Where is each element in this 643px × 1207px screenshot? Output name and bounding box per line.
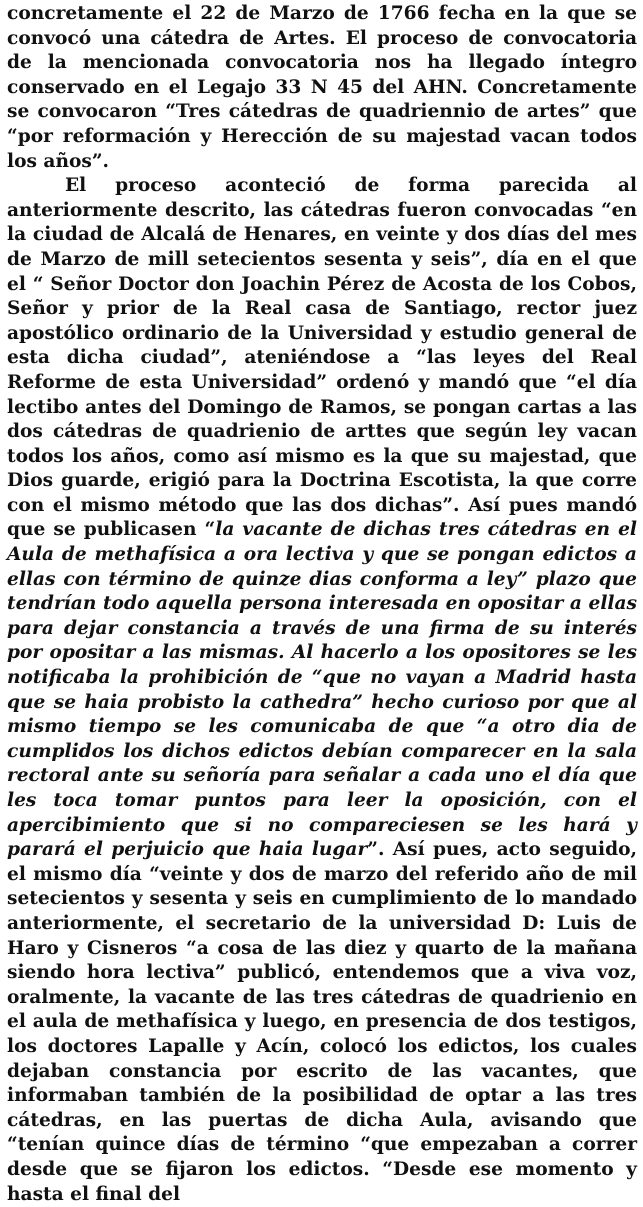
paragraph-proceso-catedras [7,174,637,1207]
text-run: ”. Así pues, acto seguido, el mismo día “veinte y dos de marzo del referido año de mil setecientos y sesenta y seis en cumplimiento de lo mandado anteriormente, el secretario de la universidad D: Luis de Haro y Cisneros “a cosa de las diez y quarto de la mañana siendo hora lectiva” publicó, entendemos que a viva voz, oralmente, la vacante de las tres cátedras de quadrienio en el aula de methafísica y luego, en presencia de dos testigos, los doctores Lapalle y Acín, colocó los edictos, los cuales dejaban constancia por escrito de las vacantes, que informaban también de la posibilidad de optar a las tres cátedras, en las puertas de dicha Aula, avisando que “tenían quince días de término “que empezaban a correr desde que se fijaron los edictos. “Desde ese momento y hasta el final del [7,839,637,1205]
document-page [7,2,637,1207]
text-run: concretamente el 22 de Marzo de 1766 fecha en la que se convocó una cátedra de Artes. El proceso de convocatoria de la mencionada convocatoria nos ha llegado íntegro conservado en el Legajo 33 N 45 del AHN. Concretamente se convocaron “Tres cátedras de quadriennio de artes” que “por reformación y Herección de su majestad vacan todos los años”. [7,3,637,172]
text-run: El proceso aconteció de forma parecida al anteriormente descrito, las cátedras fueron convocadas “en la ciudad de Alcalá de Henares, en veinte y dos días del mes de Marzo de mill setecientos sesenta y seis”, día en el que el “ Señor Doctor don Joachin Pérez de Acosta de los Cobos, Señor y prior de la Real casa de Santiago, rector juez apostólico ordinario de la Universidad y estudio general de esta dicha ciudad”, ateniéndose a “las leyes del Real Reforme de esta Universidad” ordenó y mandó que “el día lectibo antes del Domingo de Ramos, se pongan cartas a las dos cátedras de quadrienio de arttes que según ley vacan todos los años, como así mismo es la que su majestad, que Dios guarde, erigió para la Doctrina Escotista, la que corre con el mismo método que las dos dichas”. Así pues mandó que se publicasen “ [7,175,637,541]
italic-quote-run: la vacante de dichas tres cátedras en el Aula de methafísica a ora lectiva y que se pongan edictos a ellas con término de quinze dias conforma a ley” plazo que tendrían todo aquella persona interesada en opositar a ellas para dejar constancia a través de una firma de su interés por opositar a las mismas. Al hacerlo a los opositores se les notificaba la prohibición de “que no vayan a Madrid hasta que se haia probisto la cathedra” hecho curioso por que al mismo tiempo se les comunicaba de que “a otro dia de cumplidos los dichos edictos debían comparecer en la sala rectoral ante su señoría para señalar a cada uno el día que les toca tomar puntos para leer la oposición, con el apercibimiento que si no compareciesen se les hará y parará el perjuicio que haia lugar [7,519,637,861]
paragraph-convocatoria-intro [7,2,637,174]
